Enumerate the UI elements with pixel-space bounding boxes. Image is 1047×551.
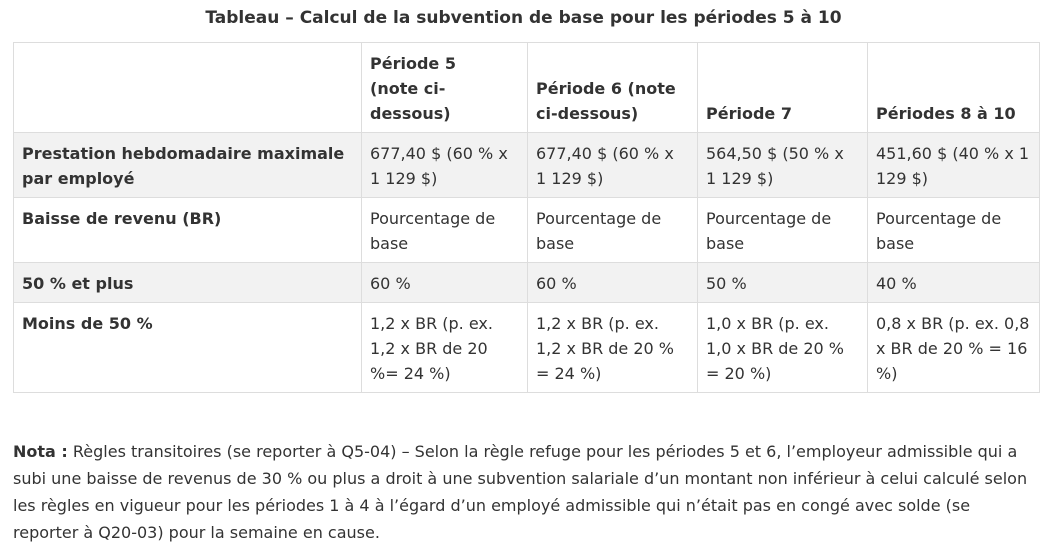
header-cell-period-5: Période 5 (note ci-dessous) <box>362 43 528 133</box>
table-cell: 50 % <box>698 263 868 303</box>
table-cell: 60 % <box>362 263 528 303</box>
table-cell: 564,50 $ (50 % x 1 129 $) <box>698 133 868 198</box>
note-paragraph <box>13 438 1037 546</box>
header-cell-empty <box>14 43 362 133</box>
table-cell: 451,60 $ (40 % x 1 129 $) <box>868 133 1040 198</box>
row-label-max-benefit: Prestation hebdomadaire maximale par employé <box>14 133 362 198</box>
table-cell: Pourcentage de base <box>698 198 868 263</box>
header-cell-period-6: Période 6 (note ci-dessous) <box>528 43 698 133</box>
table-cell: 60 % <box>528 263 698 303</box>
table-cell: 1,2 x BR (p. ex. 1,2 x BR de 20 %= 24 %) <box>362 303 528 393</box>
table-row <box>14 133 1040 198</box>
table-cell: 40 % <box>868 263 1040 303</box>
table-row <box>14 198 1040 263</box>
table-cell: 1,0 x BR (p. ex. 1,0 x BR de 20 % = 20 %) <box>698 303 868 393</box>
note-text: Règles transitoires (se reporter à Q5-04) – Selon la règle refuge pour les périodes 5 et 6, l’employeur admissible qui a subi une baisse de revenus de 30 % ou plus a droit à une subvention salariale d’un montant non inférieur à celui calculé selon les règles en vigueur pour les périodes 1 à 4 à l’égard d’un employé admissible qui n’était pas en congé avec solde (se reporter à Q20-03) pour la semaine en cause. <box>13 442 1028 542</box>
note-label: Nota : <box>13 442 68 461</box>
header-cell-periods-8-10: Périodes 8 à 10 <box>868 43 1040 133</box>
table-row <box>14 303 1040 393</box>
table-cell: 0,8 x BR (p. ex. 0,8 x BR de 20 % = 16 %) <box>868 303 1040 393</box>
table-cell: Pourcentage de base <box>528 198 698 263</box>
table-header-row <box>14 43 1040 133</box>
table-cell: Pourcentage de base <box>868 198 1040 263</box>
table-cell: 677,40 $ (60 % x 1 129 $) <box>528 133 698 198</box>
table-cell: 677,40 $ (60 % x 1 129 $) <box>362 133 528 198</box>
header-cell-period-7: Période 7 <box>698 43 868 133</box>
row-label-50-and-more: 50 % et plus <box>14 263 362 303</box>
table-row <box>14 263 1040 303</box>
row-label-less-than-50: Moins de 50 % <box>14 303 362 393</box>
subsidy-table <box>13 42 1040 393</box>
table-cell: 1,2 x BR (p. ex. 1,2 x BR de 20 % = 24 %) <box>528 303 698 393</box>
table-cell: Pourcentage de base <box>362 198 528 263</box>
table-caption: Tableau – Calcul de la subvention de base pour les périodes 5 à 10 <box>205 8 842 28</box>
row-label-revenue-drop: Baisse de revenu (BR) <box>14 198 362 263</box>
